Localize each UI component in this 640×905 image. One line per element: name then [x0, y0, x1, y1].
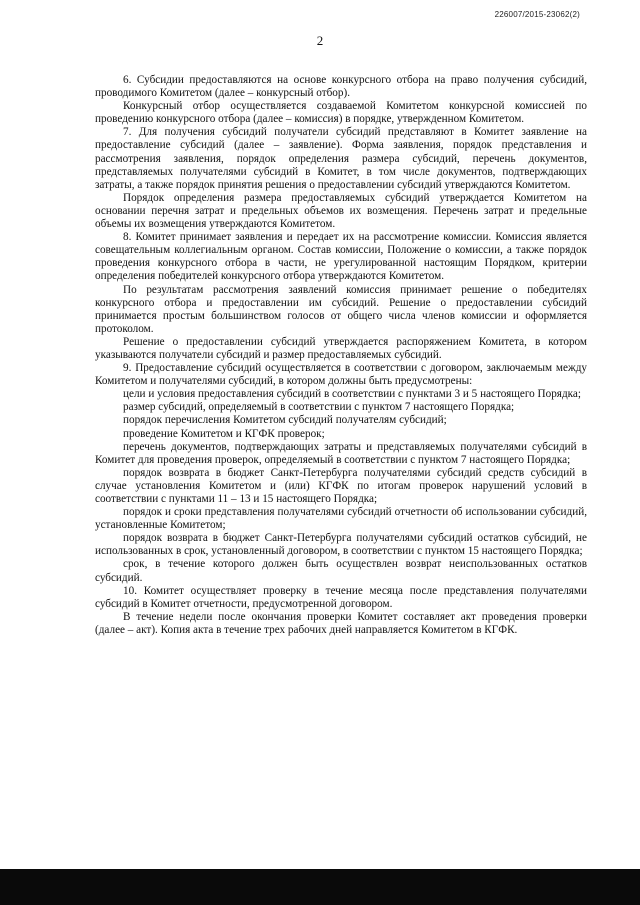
document-body	[95, 74, 587, 637]
paragraph: Конкурсный отбор осуществляется создаваемой Комитетом конкурсной комиссией по проведению конкурсного отбора (далее – комиссия) в порядке, утвержденном Комитетом.	[95, 100, 587, 126]
document-id: 226007/2015-23062(2)	[494, 10, 580, 19]
paragraph: проведение Комитетом и КГФК проверок;	[123, 427, 325, 440]
paragraph: срок, в течение которого должен быть осуществлен возврат неиспользованных остатков субсидий.	[95, 558, 587, 584]
paragraph: цели и условия предоставления субсидий в соответствии с пунктами 3 и 5 настоящего Порядка;	[123, 388, 581, 401]
paragraph: перечень документов, подтверждающих затраты и представляемых получателями субсидий в Комитет для проведения проверок, определяемый в соответствии с пунктом 7 настоящего Порядка;	[95, 440, 587, 466]
paragraph: По результатам рассмотрения заявлений комиссия принимает решение о победителях конкурсного отбора и предоставлении им субсидий. Решение о предоставлении субсидий принимается простым большинством голосов от общего числа членов комиссии и оформляется протоколом.	[95, 283, 587, 335]
paragraph: В течение недели после окончания проверки Комитет составляет акт проведения проверки (далее – акт). Копия акта в течение трех рабочих дней направляется Комитетом в КГФК.	[95, 610, 587, 636]
paragraph: порядок возврата в бюджет Санкт-Петербурга получателями субсидий остатков субсидий, не использованных в срок, установленный договором, в соответствии с пунктом 15 настоящего Порядка;	[95, 532, 587, 558]
paragraph: размер субсидий, определяемый в соответствии с пунктом 7 настоящего Порядка;	[123, 401, 515, 414]
page-number: 2	[316, 33, 324, 48]
paragraph: 9. Предоставление субсидий осуществляется в соответствии с договором, заключаемым между Комитетом и получателями субсидий, в котором должны быть предусмотрены:	[95, 362, 587, 388]
paragraph: Решение о предоставлении субсидий утверждается распоряжением Комитета, в котором указываются получатели субсидий и размер предоставляемых субсидий.	[95, 335, 587, 361]
paragraph: порядок перечисления Комитетом субсидий получателям субсидий;	[123, 414, 447, 427]
paragraph: порядок возврата в бюджет Санкт-Петербурга получателями субсидий средств субсидий в случае установления Комитетом и (или) КГФК по итогам проверок нарушений условий в соответствии с пунктами 11 – 13 и 15 настоящего Порядка;	[95, 466, 587, 505]
paragraph: 6. Субсидии предоставляются на основе конкурсного отбора на право получения субсидий, проводимого Комитетом (далее – конкурсный отбор).	[95, 74, 587, 100]
scan-edge-bar	[0, 869, 640, 905]
paragraph: Порядок определения размера предоставляемых субсидий утверждается Комитетом на основании перечня затрат и предельных объемов их возмещения. Перечень затрат и предельные объемы их возмещения утверждаются Комитетом.	[95, 191, 587, 231]
paragraph: 8. Комитет принимает заявления и передает их на рассмотрение комиссии. Комиссия является совещательным коллегиальным органом. Состав комиссии, Положение о комиссии, а также порядок проведения конкурсного отбора в части, не урегулированной настоящим Порядком, критерии определения победителей конкурсного отбора утверждаются Комитетом.	[95, 231, 587, 283]
paragraph: 7. Для получения субсидий получатели субсидий представляют в Комитет заявление на предоставление субсидий (далее – заявление). Форма заявления, порядок представления и рассмотрения заявления, порядок определения размера субсидий, перечень документов, представляемых получателями субсидий в Комитет, в том числе документов, подтверждающих затраты, а также порядок принятия решения о предоставлении субсидий утверждаются Комитетом.	[95, 126, 587, 191]
paragraph: 10. Комитет осуществляет проверку в течение месяца после представления получателями субсидий в Комитет отчетности, предусмотренной договором.	[95, 584, 587, 610]
paragraph: порядок и сроки представления получателями субсидий отчетности об использовании субсидий, установленные Комитетом;	[95, 506, 587, 532]
